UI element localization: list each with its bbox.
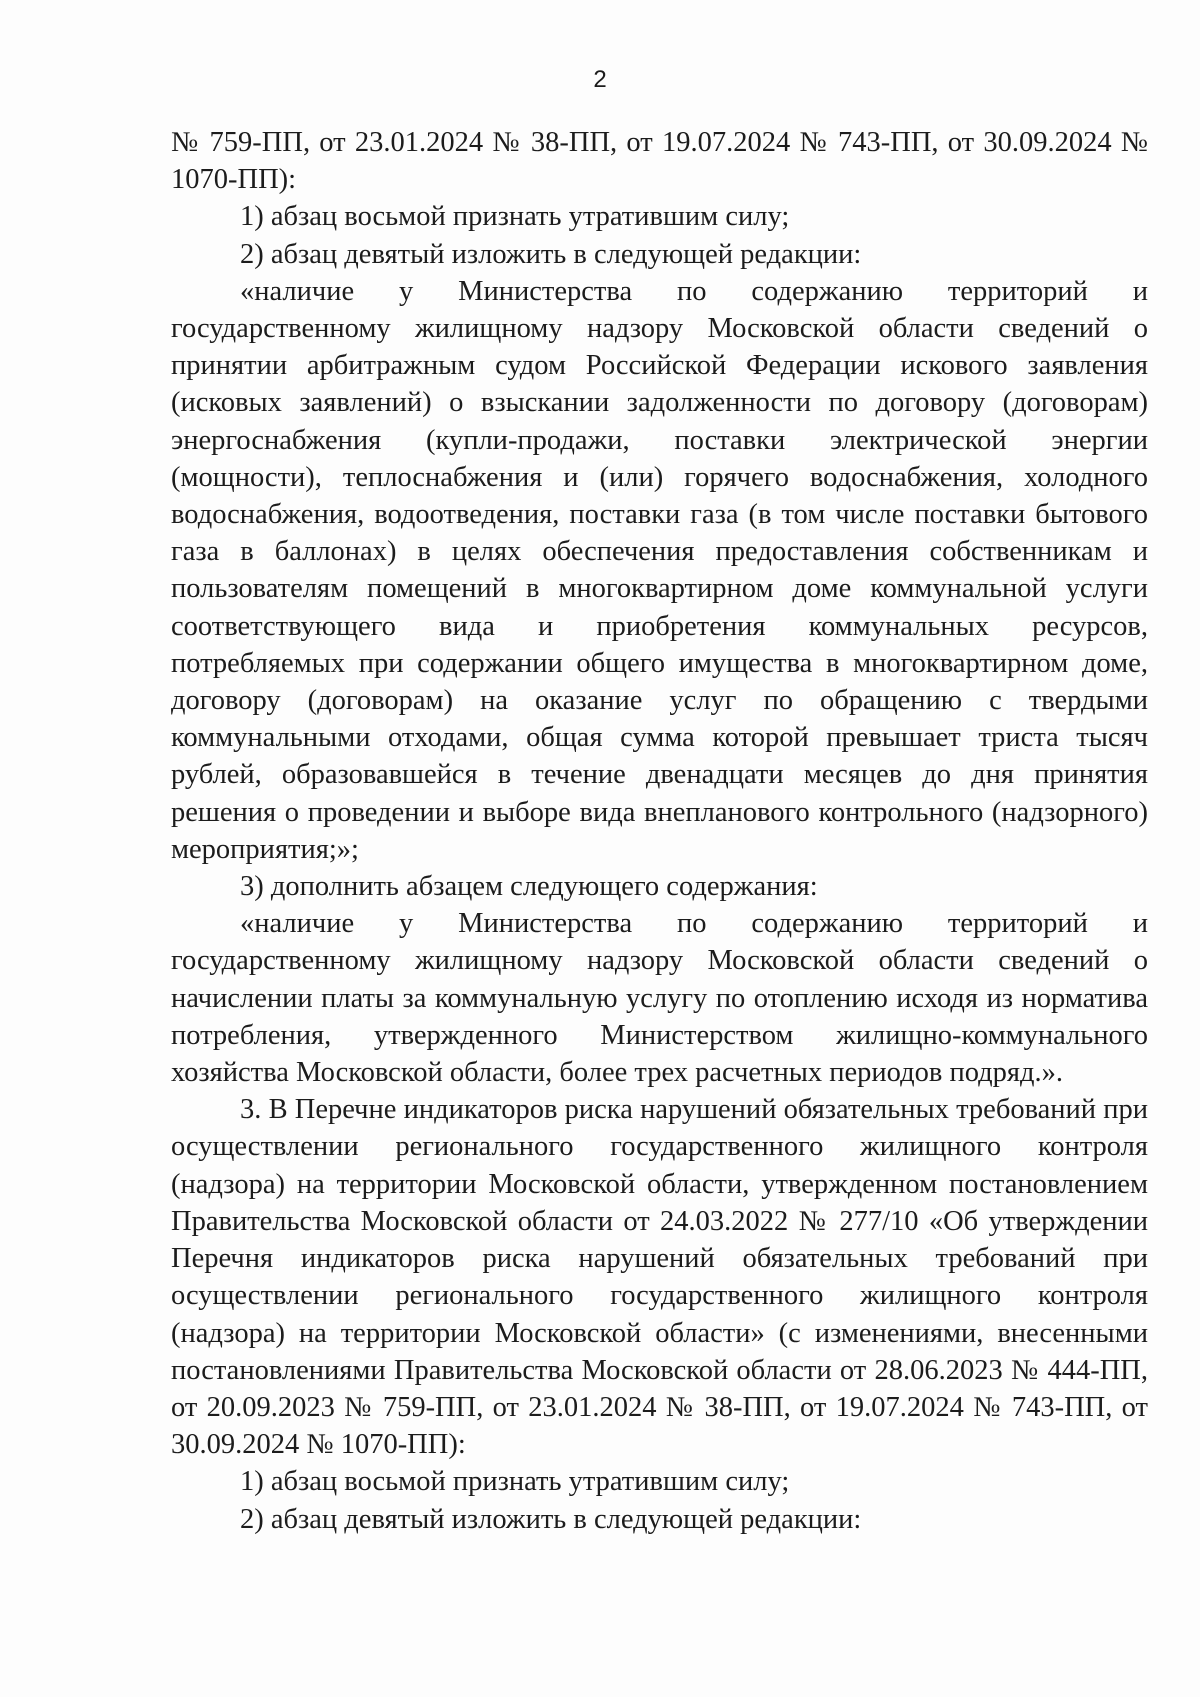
document-body: [171, 124, 1148, 1538]
paragraph-item-2: 2) абзац девятый изложить в следующей редакции:: [240, 238, 862, 270]
paragraph-quoted-heating: «наличие у Министерства по содержанию территорий и государственному жилищному надзору Московской области сведений о начислении платы за коммунальную услугу по отоплению исходя из норматива потребления, утвержденного Министерством жилищно-коммунального хозяйства Московской области, более трех расчетных периодов подряд.».: [171, 908, 1148, 1089]
paragraph-section-3-item-2: 2) абзац девятый изложить в следующей редакции:: [240, 1503, 862, 1535]
paragraph-continuation: № 759-ПП, от 23.01.2024 № 38-ПП, от 19.07.2024 № 743-ПП, от 30.09.2024 № 1070-ПП):: [171, 127, 1148, 196]
paragraph-section-3-item-1: 1) абзац восьмой признать утратившим силу;: [240, 1466, 790, 1498]
paragraph-item-3: 3) дополнить абзацем следующего содержания:: [240, 871, 818, 903]
page-number: 2: [593, 66, 607, 93]
paragraph-section-3: 3. В Перечне индикаторов риска нарушений обязательных требований при осуществлении регионального государственного жилищного контроля (надзора) на территории Московской области, утвержденном постановлением Правительства Московской области от 24.03.2022 № 277/10 «Об утверждении Перечня индикаторов риска нарушений обязательных требований при осуществлении регионального государственного жилищного контроля (надзора) на территории Московской области» (с изменениями, внесенными постановлениями Правительства Московской области от 28.06.2023 № 444-ПП, от 20.09.2023 № 759-ПП, от 23.01.2024 № 38-ПП, от 19.07.2024 № 743-ПП, от 30.09.2024 № 1070-ПП):: [171, 1094, 1148, 1461]
paragraph-quoted-indicator: «наличие у Министерства по содержанию территорий и государственному жилищному надзору Московской области сведений о принятии арбитражным судом Российской Федерации искового заявления (исковых заявлений) о взыскании задолженности по договору (договорам) энергоснабжения (купли-продажи, поставки электрической энергии (мощности), теплоснабжения и (или) горячего водоснабжения, холодного водоснабжения, водоотведения, поставки газа (в том числе поставки бытового газа в баллонах) в целях обеспечения предоставления собственникам и пользователям помещений в многоквартирном доме коммунальной услуги соответствующего вида и приобретения коммунальных ресурсов, потребляемых при содержании общего имущества в многоквартирном доме, договору (договорам) на оказание услуг по обращению с твердыми коммунальными отходами, общая сумма которой превышает триста тысяч рублей, образовавшейся в течение двенадцати месяцев до дня принятия решения о проведении и выборе вида внепланового контрольного (надзорного) мероприятия;»;: [171, 275, 1148, 865]
paragraph-item-1: 1) абзац восьмой признать утратившим силу;: [240, 201, 790, 233]
